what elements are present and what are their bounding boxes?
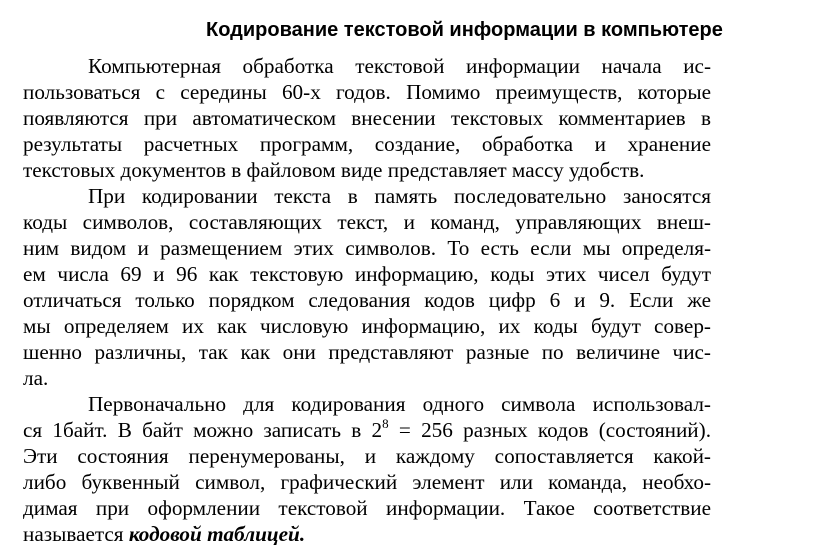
paragraph-3 (23, 391, 711, 547)
text-line: шенно различны, так как они представляют разные по величине чис- (23, 340, 711, 364)
text-segment: = 256 разных кодов (состояний). (388, 418, 711, 442)
page-title: Кодирование текстовой информации в компьютере (206, 19, 723, 41)
paragraph-1 (23, 53, 711, 183)
text-line: Первоначально для кодирования одного символа использовал- (88, 392, 711, 416)
text-line: ем числа 69 и 96 как текстовую информацию, коды этих чисел будут (23, 262, 711, 286)
text-line-with-term (23, 521, 711, 547)
paragraph-2 (23, 183, 711, 391)
text-line: пользоваться с середины 60-х годов. Помимо преимуществ, которые (23, 80, 711, 104)
text-line: либо буквенный символ, графический элемент или команда, необхо- (23, 470, 711, 494)
body-text (23, 53, 711, 547)
text-line: мы определяем их как числовую информацию, их коды будут совер- (23, 314, 711, 338)
text-line: Эти состояния перенумерованы, и каждому сопоставляется какой- (23, 444, 711, 468)
text-line: появляются при автоматическом внесении текстовых комментариев в (23, 106, 711, 130)
text-line: результаты расчетных программ, создание, обработка и хранение (23, 132, 711, 156)
text-line: ла. (23, 366, 49, 390)
text-line: текстовых документов в файловом виде представляет массу удобств. (23, 158, 645, 182)
text-line: ним видом и размещением этих символов. То есть если мы определя- (23, 236, 711, 260)
text-segment: называется (23, 522, 129, 546)
text-line-with-power (23, 417, 711, 443)
exponent: 8 (382, 416, 389, 431)
emphasized-term: кодовой таблицей. (128, 522, 306, 546)
text-line: При кодировании текста в память последовательно заносятся (88, 184, 711, 208)
text-line: димая при оформлении текстовой информации. Такое соответствие (23, 496, 711, 520)
text-segment: ся 1байт. В байт можно записать в 2 (23, 418, 383, 442)
text-line: отличаться только порядком следования кодов цифр 6 и 9. Если же (23, 288, 711, 312)
text-line: Компьютерная обработка текстовой информации начала ис- (88, 54, 711, 78)
text-line: коды символов, составляющих текст, и команд, управляющих внеш- (23, 210, 711, 234)
